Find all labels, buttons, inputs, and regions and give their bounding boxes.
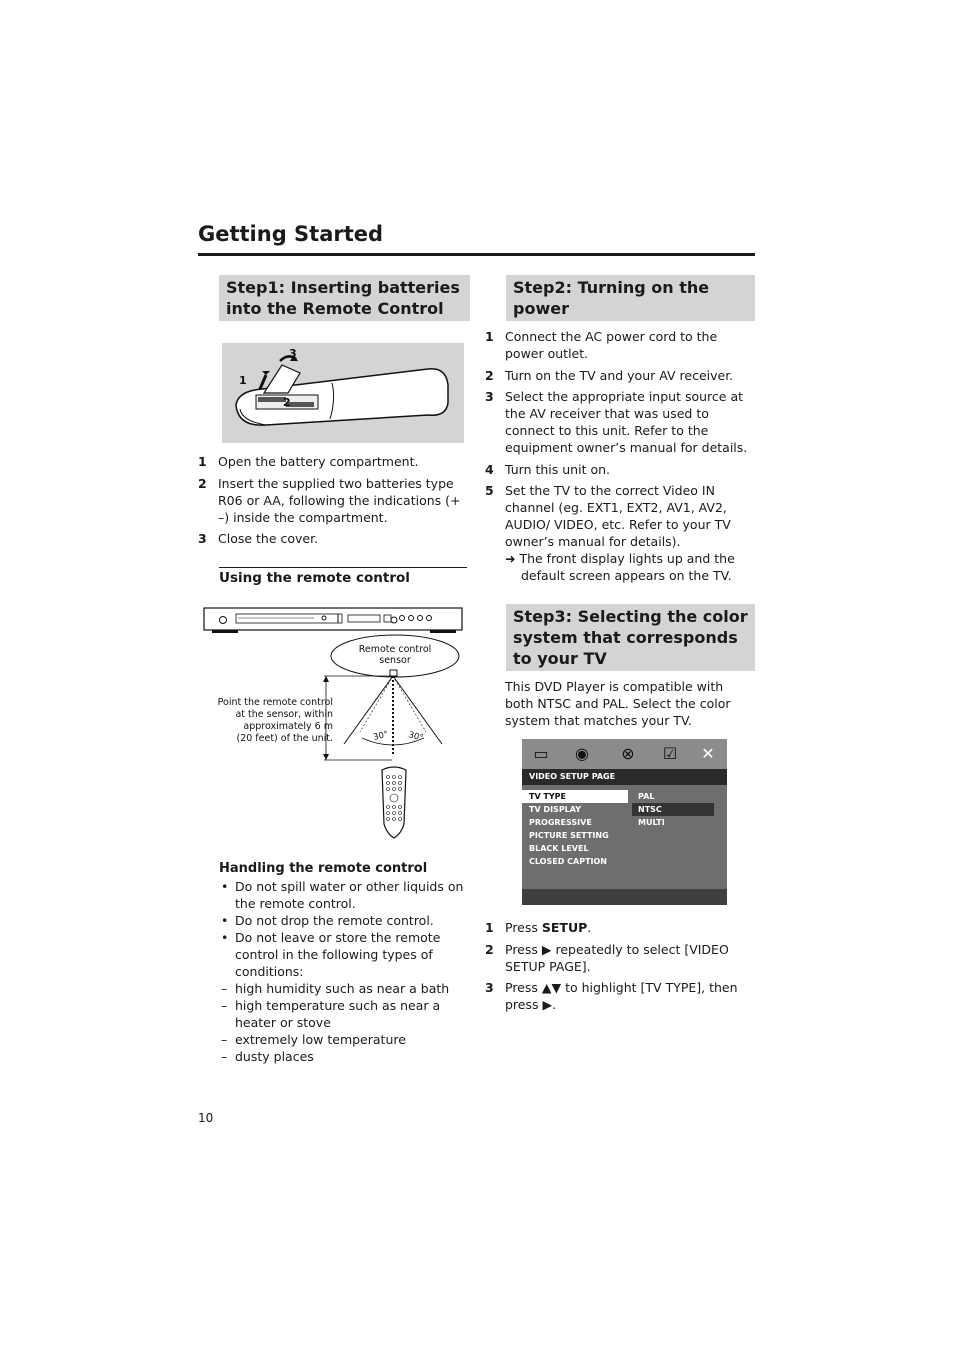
menu-option-pal: PAL — [638, 792, 655, 801]
step1-heading: Step1: Inserting batteries into the Remote Control — [219, 275, 470, 321]
list-item: 2 Turn on the TV and your AV receiver. — [485, 367, 734, 383]
monitor-icon: ▭ — [533, 744, 549, 763]
list-item: • Do not leave or store the remote control in the following types of conditions: — [221, 930, 441, 979]
list-item: – dusty places — [221, 1049, 314, 1064]
point-text-line2: at the sensor, within — [235, 709, 333, 720]
key-label: ▶ — [541, 941, 552, 957]
handling-list — [219, 878, 470, 1065]
menu-footer — [522, 889, 727, 905]
angle-left-label: 30° — [372, 729, 390, 743]
page-number: 10 — [198, 1111, 214, 1125]
list-item: – high temperature such as near a heater or stove — [221, 998, 441, 1030]
step3-list — [485, 919, 755, 1013]
check-icon: ☑ — [662, 744, 678, 763]
menu-option-ntsc: NTSC — [632, 803, 714, 816]
angle-right-label: 30° — [407, 730, 425, 744]
left-column — [198, 275, 470, 1065]
menu-item-black-level: BLACK LEVEL — [529, 844, 589, 853]
list-item: 5 Set the TV to the correct Video IN channel (eg. EXT1, EXT2, AV1, AV2, AUDIO/ VIDEO, etc. Refer to your TV owner’s manual for details). — [485, 483, 731, 549]
step3-intro: This DVD Player is compatible with both NTSC and PAL. Select the color system that matches your TV. — [505, 679, 731, 728]
list-item: 1 Open the battery compartment. — [198, 454, 419, 469]
list-item: 1 Connect the AC power cord to the power outlet. — [485, 329, 718, 361]
menu-item-closed-caption: CLOSED CAPTION — [529, 857, 607, 866]
battery-step-label-3: 3 — [289, 347, 297, 360]
step1-list — [198, 453, 470, 547]
video-setup-menu-screenshot — [522, 739, 727, 905]
right-column — [485, 275, 755, 1018]
step2-list — [485, 328, 755, 550]
battery-insertion-figure — [222, 343, 464, 443]
handling-heading: Handling the remote control — [219, 861, 428, 876]
menu-option-multi: MULTI — [638, 818, 665, 827]
key-label: SETUP — [541, 920, 588, 935]
list-item: • Do not spill water or other liquids on the remote control. — [221, 879, 464, 911]
list-item: – extremely low temperature — [221, 1032, 406, 1047]
point-text-line4: (20 feet) of the unit. — [236, 733, 333, 744]
point-text-line1: Point the remote control — [217, 697, 333, 708]
list-item: • Do not drop the remote control. — [221, 913, 434, 928]
point-text-line3: approximately 6 m — [243, 721, 333, 732]
menu-options — [632, 790, 714, 829]
step2-result: ➜ The front display lights up and the default screen appears on the TV. — [505, 551, 735, 583]
battery-step-label-2: 2 — [283, 396, 291, 409]
page-title: Getting Started — [198, 222, 384, 246]
menu-item-picture-setting: PICTURE SETTING — [529, 831, 609, 840]
menu-item-tv-type: TV TYPE — [522, 790, 628, 803]
disc-icon: ⊗ — [621, 744, 635, 763]
list-item: 2 Insert the supplied two batteries type R06 or AA, following the indications (+ –) inside the compartment. — [198, 475, 461, 525]
remote-range-figure — [198, 596, 470, 846]
sensor-label-line2: sensor — [379, 655, 411, 666]
list-item: 3 Close the cover. — [198, 531, 319, 546]
battery-step-label-1: 1 — [239, 374, 247, 387]
list-item: 3 Press ▲▼ to highlight [TV TYPE], then press ▶. — [485, 980, 738, 1012]
menu-item-tv-display: TV DISPLAY — [529, 805, 581, 814]
menu-items — [522, 790, 628, 868]
list-item: 3 Select the appropriate input source at the AV receiver that was used to connect to this unit. Refer to the equipment owner’s manual for details. — [485, 389, 748, 455]
list-item: 1 Press SETUP. — [485, 920, 592, 935]
title-rule — [198, 253, 755, 256]
remote-use-heading: Using the remote control — [219, 567, 467, 586]
speaker-icon: ◉ — [575, 744, 589, 763]
step3-heading: Step3: Selecting the color system that corresponds to your TV — [506, 604, 755, 671]
list-item: – high humidity such as near a bath — [221, 981, 450, 996]
sensor-label-line1: Remote control — [358, 644, 432, 655]
key-label: ▲▼ — [541, 980, 562, 995]
step2-heading: Step2: Turning on the power — [506, 275, 755, 321]
close-icon: ✕ — [701, 744, 715, 763]
list-item: 4 Turn this unit on. — [485, 461, 610, 477]
menu-item-progressive: PROGRESSIVE — [529, 818, 592, 827]
list-item: 2 Press ▶ repeatedly to select [VIDEO SETUP PAGE]. — [485, 941, 729, 974]
menu-header: VIDEO SETUP PAGE — [522, 769, 727, 785]
menu-icon-bar — [522, 739, 727, 769]
